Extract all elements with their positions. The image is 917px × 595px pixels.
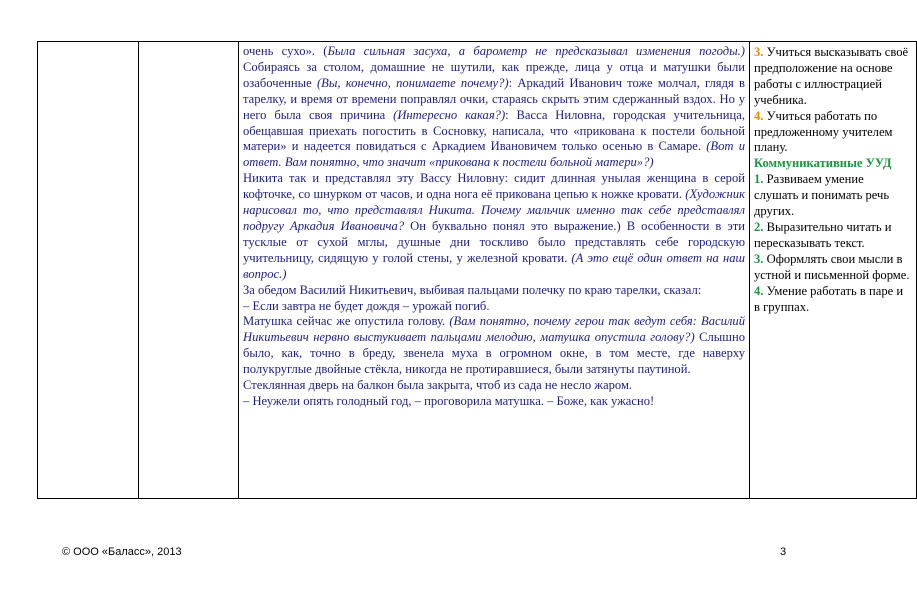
story-text: Матушка сейчас же опустила голову. (243, 314, 450, 329)
skill-item (754, 284, 910, 316)
story-text: Слышно было, как, точно в бреду, звенела муха в огромном окне, в том месте, где наверху полукруглые двойные стёкла, никогда не протиравшиеся, были затянуты паутиной. (243, 330, 746, 377)
story-text: За обедом Василий Никитьевич, выбивая пальцами полечку по краю тарелки, сказал: (243, 282, 702, 297)
lesson-paragraph (243, 283, 745, 299)
skill-text: Учиться высказывать своё предположение на основе работы с иллюстрацией учебника. (754, 45, 909, 107)
story-text: – Неужели опять голодный год, – проговорила матушка. – Боже, как ужасно! (243, 393, 655, 408)
skill-item (754, 252, 910, 284)
story-text: Стеклянная дверь на балкон была закрыта, чтоб из сада не несло жаром. (243, 378, 633, 393)
skill-text: Развиваем умение слушать и понимать речь других. (754, 172, 890, 219)
teacher-comment: Была сильная засуха, а барометр не предсказывал изменения погоды.) (327, 44, 745, 58)
skill-text: Выразительно читать и пересказывать текст. (754, 219, 892, 250)
copyright-footer: © ООО «Баласс», 2013 (62, 546, 182, 558)
story-text: Собираясь за столом, домашние не шутили, как прежде, лица у отца и матушки были озабоченные (243, 59, 745, 90)
skill-number: 1. (754, 172, 764, 187)
section-heading: Коммуникативные УУД (754, 156, 892, 171)
skill-text: Оформлять свои мысли в устной и письменной форме. (754, 251, 910, 282)
story-text: : Аркадий Иванович тоже молчал, глядя в тарелку, и время от времени поправлял очки, стараясь скрыть этим сдержанный вздох. Но у него была своя причина (243, 75, 745, 122)
skill-item (754, 172, 910, 220)
story-text: Никита так и представлял эту Вассу Ниловну: сидит длинная унылая женщина в серой кофточке, со шнурком от часов, и одна нога её прикована цепью к ножке кровати. (243, 171, 745, 202)
lesson-paragraph (243, 314, 745, 378)
story-text: Он буквально понял это выражение.) В особенности в эти тусклые от сухой мглы, душные дни тоскливо было представлять себе городскую учительницу, сидящую у голой стены, у железной кровати. (243, 218, 746, 265)
lesson-paragraph (243, 299, 745, 315)
story-text: очень сухо». ( (243, 44, 328, 58)
teacher-comment: (Вы, конечно, понимаете почему?) (316, 75, 509, 90)
teacher-comment: (Интересно какая?) (393, 107, 506, 122)
lesson-text-cell (239, 42, 750, 499)
table-row (38, 42, 917, 499)
page-number: 3 (780, 546, 787, 558)
lesson-paragraph (243, 394, 745, 410)
empty-cell-1 (38, 42, 139, 499)
story-text: – Если завтра не будет дождя – урожай погиб. (243, 298, 490, 313)
lesson-text (239, 42, 749, 410)
skill-number: 4. (754, 283, 764, 298)
skill-text: Умение работать в паре и в группах. (754, 283, 904, 314)
skills-cell (750, 42, 917, 499)
skill-number: 4. (754, 108, 764, 123)
lesson-paragraph (243, 44, 745, 171)
skill-item (754, 45, 910, 109)
skills-list (750, 42, 916, 315)
skill-item (754, 220, 910, 252)
teacher-comment: (А это ещё один ответ на наш вопрос.) (243, 250, 745, 281)
skill-number: 3. (754, 45, 764, 59)
skill-item (754, 109, 910, 157)
skill-number: 3. (754, 251, 764, 266)
teacher-comment: (Вот и ответ. Вам понятно, что значит «прикована к постели больной матери»?) (243, 139, 745, 170)
story-text: : Васса Ниловна, городская учительница, обещавшая приехать погостить в Сосновку, написала, что «прикована к постели больной матери» и надеется повидаться с Аркадием Ивановичем только осенью в Самаре. (243, 107, 745, 154)
skill-number: 2. (754, 219, 764, 234)
teacher-comment: (Вам понятно, почему герои так ведут себя: Василий Никитьевич нервно выстукивает пальцами мелодию, матушка опустила голову?) (243, 314, 745, 345)
lesson-paragraph (243, 378, 745, 394)
lesson-paragraph (243, 171, 745, 282)
empty-cell-2 (139, 42, 239, 499)
teacher-comment: (Художник нарисовал то, что представлял Никита. Почему мальчик именно так себе представлял подругу Аркадия Ивановича? (243, 187, 745, 233)
skill-text: Учиться работать по предложенному учителем плану. (754, 108, 893, 155)
lesson-table (37, 41, 917, 499)
